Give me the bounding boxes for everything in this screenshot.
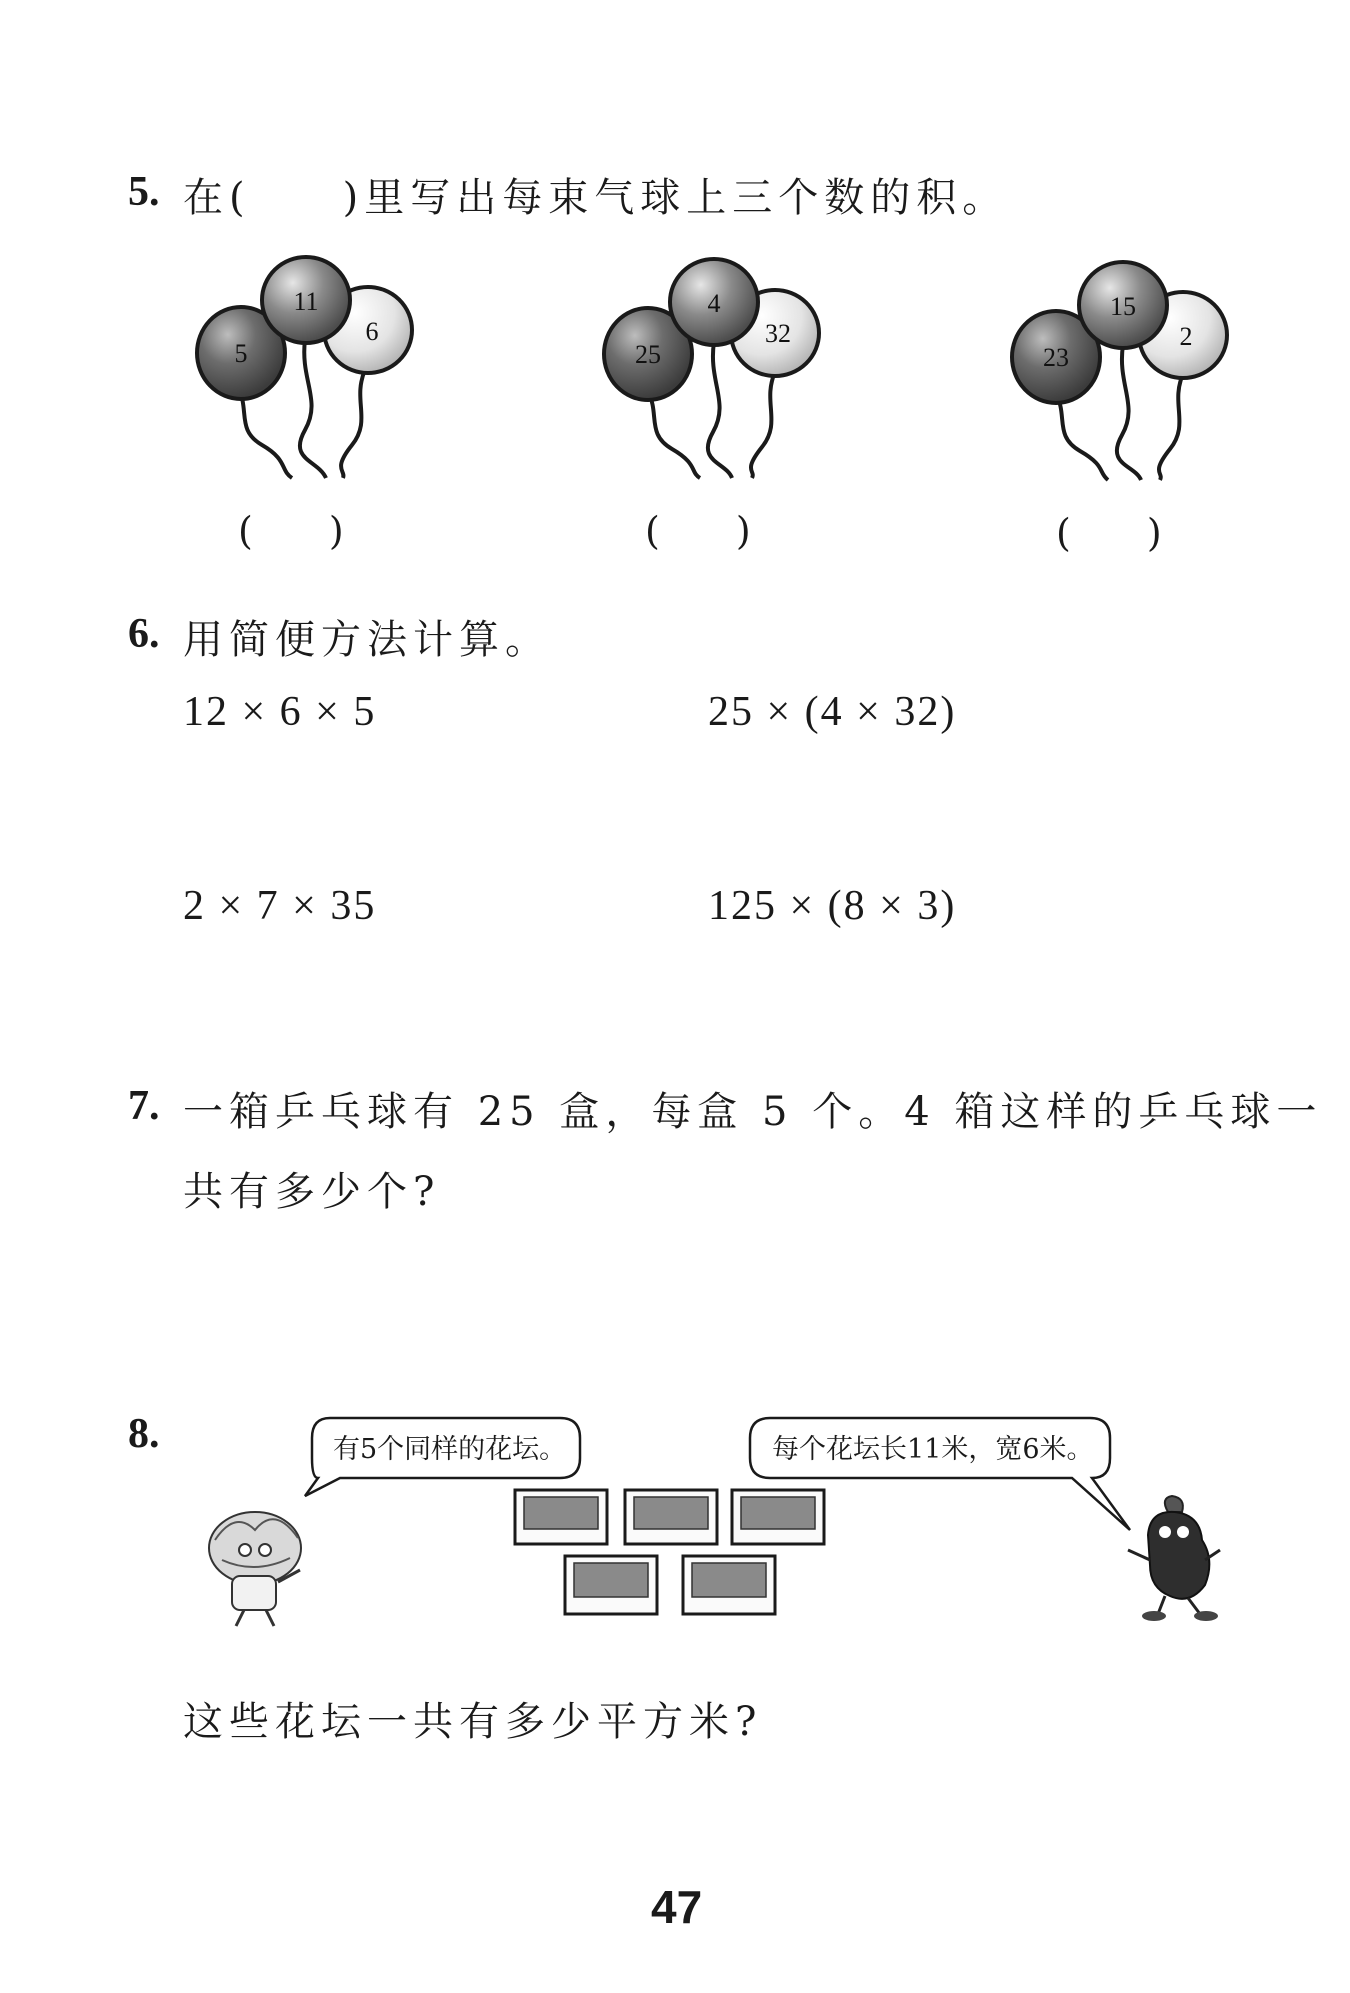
answer-blank-2[interactable]: ( )	[645, 509, 751, 553]
q7-line1: 一箱乒乓球有 25 盒，每盒 5 个。4 箱这样的乒乓球一	[183, 1089, 1323, 1135]
expression-1: 12 × 6 × 5	[183, 689, 377, 735]
balloon-bundle-2	[604, 259, 819, 478]
flower-beds	[515, 1490, 824, 1614]
speech-bubble-left-text: 有5个同样的花坛。	[333, 1434, 567, 1465]
q7-number: 7.	[128, 1083, 160, 1129]
balloon-value: 6	[365, 317, 379, 346]
speech-bubble-right-text: 每个花坛长11米，宽6米。	[772, 1434, 1094, 1465]
q5-text: 在( )里写出每束气球上三个数的积。	[183, 175, 1009, 221]
flower-bed-icon	[565, 1556, 657, 1614]
balloon-value: 15	[1110, 292, 1136, 321]
q6-text: 用简便方法计算。	[183, 617, 551, 663]
q6-number: 6.	[128, 611, 160, 657]
balloon-value: 25	[635, 340, 661, 369]
flower-bed-icon	[515, 1490, 607, 1544]
answer-blank-1[interactable]: ( )	[238, 509, 344, 553]
expression-3: 2 × 7 × 35	[183, 883, 377, 929]
page-number: 47	[651, 1881, 703, 1933]
balloon-bundle-3	[1012, 262, 1227, 480]
q8-question: 这些花坛一共有多少平方米?	[183, 1699, 763, 1745]
q8-number: 8.	[128, 1411, 160, 1457]
q5-number: 5.	[128, 169, 160, 215]
q7-line2: 共有多少个?	[183, 1169, 441, 1215]
balloon-value: 4	[707, 289, 721, 318]
balloon-bundles	[0, 0, 1350, 500]
flower-bed-icon	[732, 1490, 824, 1544]
balloon-value: 32	[765, 319, 791, 348]
balloon-value: 5	[234, 339, 248, 368]
answer-blank-3[interactable]: ( )	[1056, 511, 1162, 555]
expression-2: 25 × (4 × 32)	[708, 689, 957, 735]
balloon-bundle-1	[197, 257, 412, 478]
flower-bed-icon	[625, 1490, 717, 1544]
balloon-value: 11	[293, 287, 319, 316]
q8-illustration	[0, 1400, 1350, 1630]
flower-bed-icon	[683, 1556, 775, 1614]
balloon-value: 2	[1179, 322, 1193, 351]
balloon-value: 23	[1043, 343, 1069, 372]
expression-4: 125 × (8 × 3)	[708, 883, 957, 929]
eggplant-character-icon	[1128, 1496, 1220, 1621]
cabbage-character-icon	[209, 1512, 301, 1626]
